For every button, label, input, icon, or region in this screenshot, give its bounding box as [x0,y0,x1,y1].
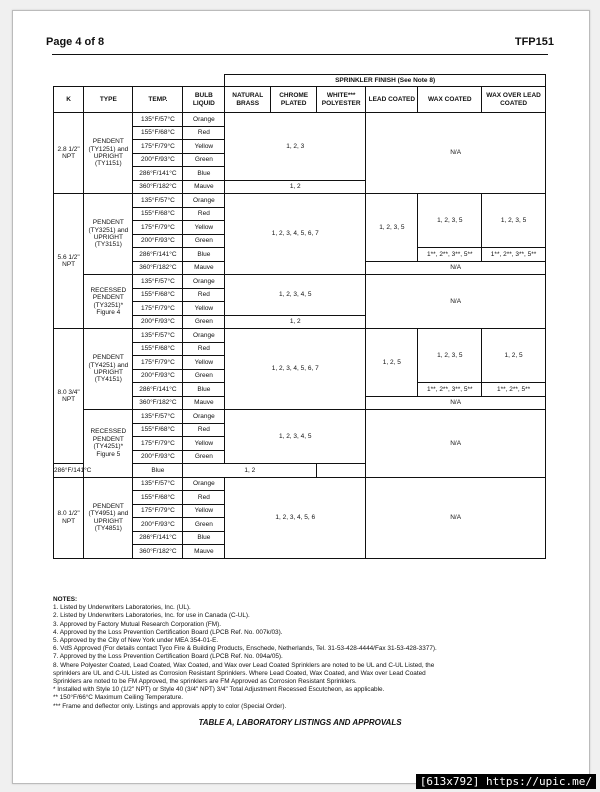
temp-cell: 155°F/68°C [133,423,183,437]
bulb-cell: Green [183,315,225,329]
temp-cell: 155°F/68°C [133,288,183,302]
bulb-cell: Green [183,450,225,464]
temp-cell: 200°F/93°C [133,518,183,532]
note-6: 6. VdS Approved (For details contact Tyco Fire & Building Products, Enschede, Netherlands, Tel. 31-53-428-4444/Fax 31-53-428-3377). [53,645,437,653]
bulb-cell: Blue [183,531,225,545]
col-lead: LEAD COATED [366,87,418,113]
waxlead-cell: 1**, 2**, 3**, 5** [482,248,546,262]
bulb-cell: Red [183,342,225,356]
bulb-cell: Blue [133,464,183,478]
na-cell: N/A [366,275,546,329]
bulb-cell: Red [183,491,225,505]
temp-cell: 135°F/57°C [133,410,183,424]
temp-cell: 175°F/79°C [133,437,183,451]
notes-title: NOTES: [53,596,78,603]
col-type: TYPE [84,87,133,113]
na-cell: N/A [366,261,546,275]
wax-cell: 1**, 2**, 3**, 5** [418,248,482,262]
temp-cell: 286°F/141°C [133,531,183,545]
note-7: 7. Approved by the Loss Prevention Certification Board (LPCB Ref. No. 094a/05). [53,653,283,661]
note-5: 5. Approved by the City of New York under MEA 354-01-E. [53,637,219,645]
bulb-cell: Orange [183,329,225,343]
temp-cell: 175°F/79°C [133,302,183,316]
finish-group-header: SPRINKLER FINISH (See Note 8) [225,75,546,87]
col-chrome: CHROME PLATED [271,87,317,113]
temp-cell: 135°F/57°C [133,113,183,127]
document-id: TFP151 [514,36,554,48]
col-temp: TEMP. [133,87,183,113]
k-value: 2.8 1/2" NPT [54,113,84,194]
temp-cell: 175°F/79°C [133,140,183,154]
lead-cell: 1, 2, 5 [366,329,418,397]
bulb-cell: Green [183,369,225,383]
bulb-cell: Orange [183,113,225,127]
sprinkler-type: PENDENT (TY4251) and UPRIGHT (TY4151) [84,329,133,410]
wax-cell: 1**, 2**, 3**, 5** [418,383,482,397]
col-k: K [54,87,84,113]
bulb-cell: Yellow [183,504,225,518]
bulb-cell: Blue [183,167,225,181]
header-rule [52,54,548,55]
bulb-cell: Mauve [183,396,225,410]
temp-cell: 200°F/93°C [133,234,183,248]
approvals-cell: 1, 2 [225,180,366,194]
waxlead-cell: 1, 2, 3, 5 [482,194,546,248]
temp-cell: 360°F/182°C [133,545,183,559]
bulb-cell: Yellow [183,140,225,154]
col-white: WHITE*** POLYESTER [317,87,366,113]
bulb-cell: Red [183,126,225,140]
note-3: 3. Approved by Factory Mutual Research Corporation (FM). [53,620,222,628]
bulb-cell: Green [183,153,225,167]
bulb-cell: Red [183,288,225,302]
sprinkler-type: PENDENT (TY4951) and UPRIGHT (TY4851) [84,477,133,558]
temp-cell: 200°F/93°C [133,153,183,167]
na-cell: N/A [366,113,546,194]
approvals-cell: 1, 2, 3, 4, 5 [225,410,366,464]
bulb-cell: Yellow [183,356,225,370]
watermark: [613x792] https://upic.me/ [416,774,596,789]
approvals-cell: 1, 2 [225,315,366,329]
bulb-cell: Yellow [183,302,225,316]
approvals-cell: 1, 2, 3, 4, 5, 6 [225,477,366,558]
footnote-double-star: ** 150°F/66°C Maximum Ceiling Temperature. [53,694,184,702]
k-value: 8.0 3/4" NPT [54,329,84,464]
waxlead-cell: 1**, 2**, 5** [482,383,546,397]
temp-cell: 155°F/68°C [133,491,183,505]
temp-cell: 360°F/182°C [133,396,183,410]
temp-cell: 175°F/79°C [133,504,183,518]
approvals-cell: 1, 2 [183,464,317,478]
col-brass: NATURAL BRASS [225,87,271,113]
temp-cell: 155°F/68°C [133,207,183,221]
temp-cell: 175°F/79°C [133,221,183,235]
temp-cell: 155°F/68°C [133,126,183,140]
approvals-cell: 1, 2, 3 [225,113,366,181]
na-cell: N/A [366,477,546,558]
temp-cell: 135°F/57°C [133,477,183,491]
na-cell: N/A [366,410,546,478]
note-1: 1. Listed by Underwriters Laboratories, Inc. (UL). [53,604,191,612]
listings-table [53,74,546,559]
temp-cell: 155°F/68°C [133,342,183,356]
note-8-cont: sprinklers are UL and C-UL Listed as Corrosion Resistant Sprinklers. Where Lead Coated, Wax Coated, and Wax over Lead Coated [53,669,426,677]
table-caption: TABLE A, LABORATORY LISTINGS AND APPROVALS [198,718,402,727]
temp-cell: 200°F/93°C [133,369,183,383]
page-number: Page 4 of 8 [46,36,105,48]
notes-section [53,596,553,711]
bulb-cell: Mauve [183,180,225,194]
na-cell: N/A [366,396,546,410]
approvals-cell: 1, 2, 3, 4, 5 [225,275,366,316]
lead-cell: 1, 2, 3, 5 [366,194,418,262]
k-value: 5.6 1/2" NPT [54,194,84,329]
note-4: 4. Approved by the Loss Prevention Certification Board (LPCB Ref. No. 007k/03). [53,628,283,636]
bulb-cell: Orange [183,410,225,424]
col-waxlead: WAX OVER LEAD COATED [482,87,546,113]
footnote-star: * Installed with Style 10 (1/2" NPT) or Style 40 (3/4" NPT) 3/4" Total Adjustment Recessed Escutcheon, as applicable. [53,686,385,694]
approvals-cell: 1, 2, 3, 4, 5, 6, 7 [225,194,366,275]
wax-cell: 1, 2, 3, 5 [418,194,482,248]
bulb-cell: Red [183,207,225,221]
waxlead-cell: 1, 2, 5 [482,329,546,383]
footnote-triple-star: *** Frame and deflector only. Listings and approvals apply to color (Special Order). [53,702,287,710]
bulb-cell: Orange [183,275,225,289]
temp-cell: 286°F/141°C [133,248,183,262]
bulb-cell: Yellow [183,437,225,451]
bulb-cell: Green [183,518,225,532]
temp-cell: 360°F/182°C [133,261,183,275]
bulb-cell: Mauve [183,261,225,275]
note-8-cont: Sprinklers are noted to be FM Approved, the sprinklers are FM Approved as Corrosion Resistant Sprinklers. [53,678,357,686]
temp-cell: 200°F/93°C [133,450,183,464]
temp-cell: 135°F/57°C [133,275,183,289]
approvals-cell: 1, 2, 3, 4, 5, 6, 7 [225,329,366,410]
temp-cell: 286°F/141°C [133,167,183,181]
bulb-cell: Red [183,423,225,437]
col-bulb: BULB LIQUID [183,87,225,113]
k-value: 8.0 1/2" NPT [54,477,84,558]
bulb-cell: Blue [183,248,225,262]
temp-cell: 175°F/79°C [133,356,183,370]
bulb-cell: Mauve [183,545,225,559]
col-wax: WAX COATED [418,87,482,113]
temp-cell: 286°F/141°C [133,383,183,397]
note-8: 8. Where Polyester Coated, Lead Coated, Wax Coated, and Wax over Lead Coated Sprinklers are noted to be UL and C-UL Listed, the [53,661,435,669]
temp-cell: 286°F/141°C [54,464,84,478]
sprinkler-type: PENDENT (TY3251) and UPRIGHT (TY3151) [84,194,133,275]
wax-cell: 1, 2, 3, 5 [418,329,482,383]
temp-cell: 360°F/182°C [133,180,183,194]
sprinkler-type: RECESSED PENDENT (TY4251)* Figure 5 [84,410,133,478]
sprinkler-type: PENDENT (TY1251) and UPRIGHT (TY1151) [84,113,133,194]
sprinkler-type: RECESSED PENDENT (TY3251)* Figure 4 [84,275,133,329]
bulb-cell: Orange [183,477,225,491]
temp-cell: 135°F/57°C [133,329,183,343]
bulb-cell: Orange [183,194,225,208]
temp-cell: 200°F/93°C [133,315,183,329]
bulb-cell: Yellow [183,221,225,235]
bulb-cell: Blue [183,383,225,397]
bulb-cell: Green [183,234,225,248]
note-2: 2. Listed by Underwriters Laboratories, Inc. for use in Canada (C-UL). [53,612,250,620]
temp-cell: 135°F/57°C [133,194,183,208]
